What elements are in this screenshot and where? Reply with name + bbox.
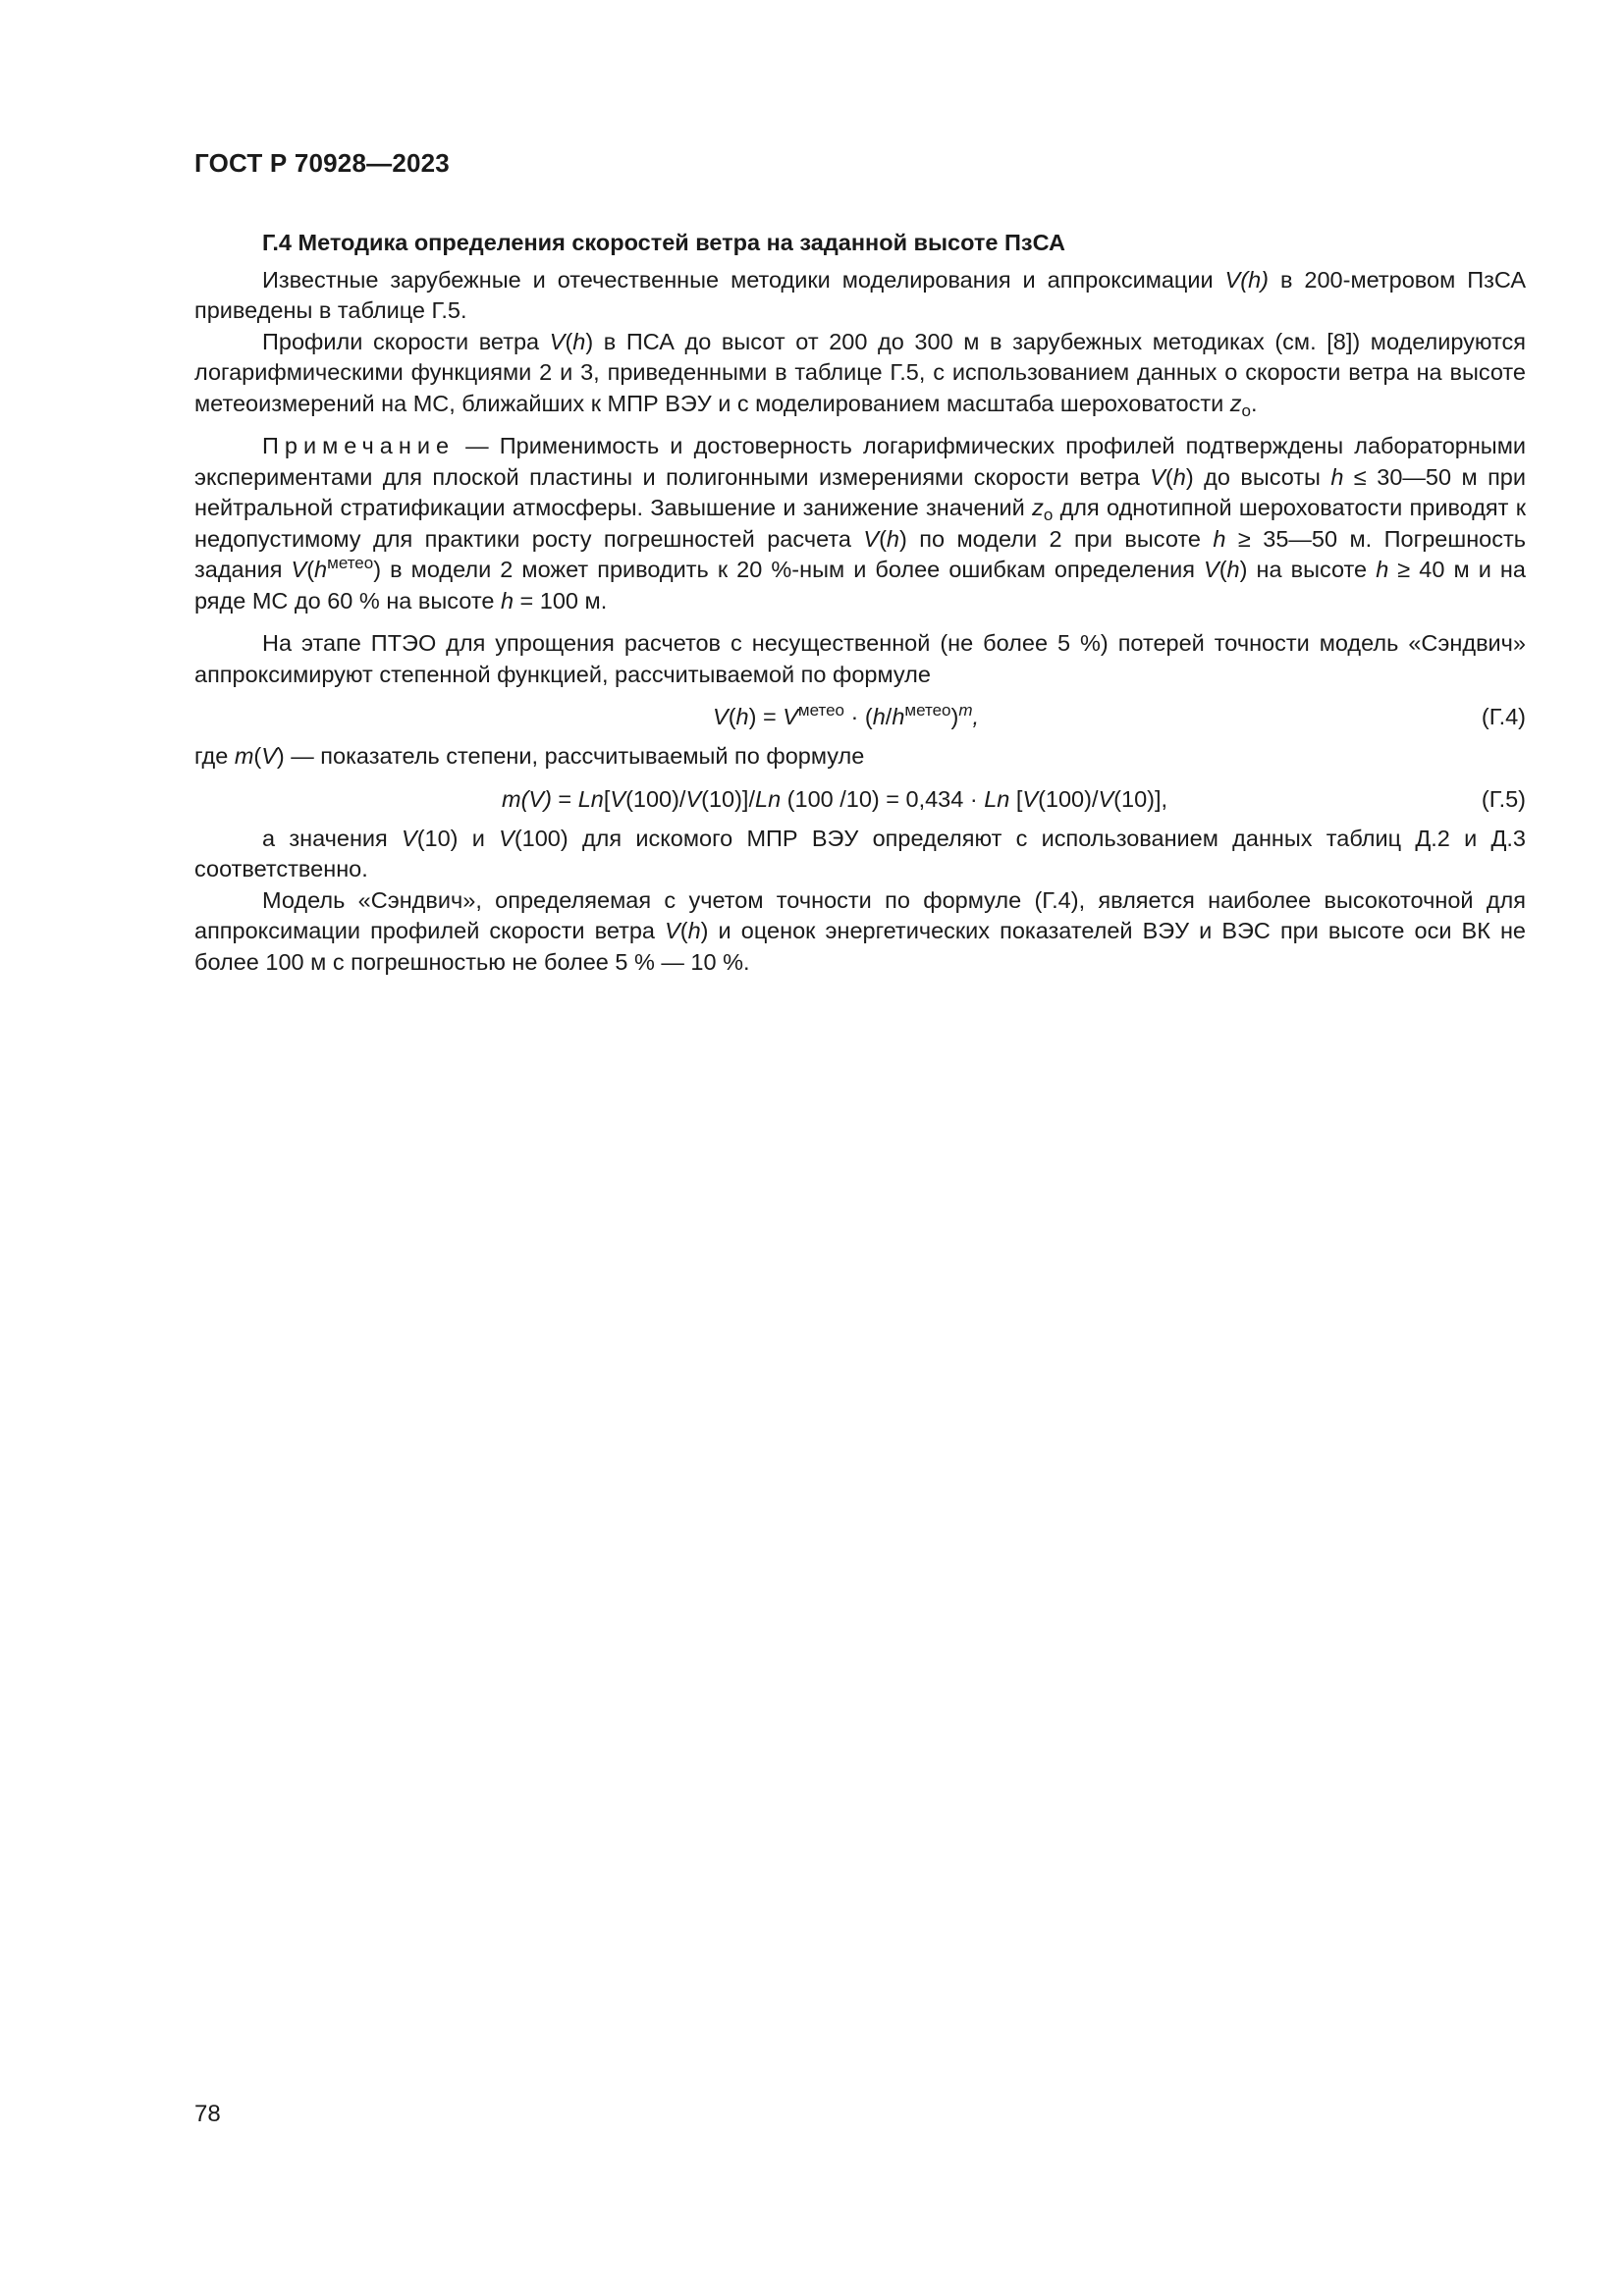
paragraph-where: [194, 741, 1526, 773]
math-var: h: [892, 704, 905, 729]
text: (: [1164, 463, 1173, 490]
text: [: [603, 785, 611, 812]
text: где: [194, 743, 235, 769]
superscript: метео: [327, 554, 374, 572]
text: ) в ПСА до высот от 200 до 300 м в зарубежных методиках (см. [8]) моделируются логарифмическими функциями 2 и 3, приведенными в таблице Г.5, с использованием данных о скорости ветра на высоте метеоизмерений на МС, ближайших к МПР ВЭУ и с моделированием масштаба шероховатости: [194, 328, 1526, 416]
math-var: h: [1376, 557, 1389, 582]
text: = 100 м.: [514, 587, 608, 614]
text: (100)/: [1038, 785, 1099, 812]
text: ) в модели 2 может приводить к 20 %-ным и более ошибкам определения: [373, 557, 1205, 582]
text: ≥ 35—50 м. Погрешность задания: [194, 525, 1526, 582]
math-var: h: [886, 525, 899, 552]
paragraph-wind-profiles: [194, 327, 1526, 420]
math-var: Ln: [984, 785, 1010, 812]
math-var: V: [863, 525, 880, 552]
math-var: V: [1022, 785, 1039, 812]
math-var: V: [1150, 463, 1165, 490]
math-var: h: [500, 587, 514, 614]
note-paragraph: [194, 431, 1526, 616]
math-var: h: [687, 918, 701, 943]
text: [: [1009, 785, 1023, 812]
math-var: V: [261, 743, 277, 769]
text: ) по модели 2 при высоте: [899, 525, 1214, 552]
math-var: h: [1213, 525, 1226, 552]
paragraph-values: [194, 824, 1526, 885]
math-var: z: [1229, 390, 1242, 416]
text: (: [679, 918, 688, 943]
text: (100 /10) = 0,434 ·: [781, 785, 985, 812]
math-var: V: [713, 704, 729, 729]
text: (10)],: [1113, 785, 1168, 812]
subscript: о: [1043, 506, 1054, 524]
text: ) и оценок энергетических показателей ВЭУ и ВЭС при высоте оси ВК не более 100 м с погрешностью не более 5 % — 10 %.: [194, 918, 1526, 975]
math-var: m: [958, 701, 973, 720]
math-var: h: [314, 557, 328, 582]
text: ≥ 40 м и на ряде МС до 60 % на высоте: [194, 557, 1526, 614]
subscript: о: [1241, 400, 1251, 420]
text: ≤ 30—50 м при нейтральной стратификации атмосферы. Завышение и занижение значений: [194, 463, 1526, 520]
superscript: [958, 701, 972, 720]
math-var: z: [1032, 495, 1044, 520]
math-var: V: [665, 918, 680, 943]
math-var: V: [610, 785, 626, 812]
text: На этапе ПТЭО для упрощения расчетов с несущественной (не более 5 %) потерей точности модель «Сэндвич» аппроксимируют степенной функцией, рассчитываемой по формуле: [194, 630, 1526, 687]
text: ) =: [748, 704, 784, 729]
text: (: [879, 525, 887, 552]
text: (100) для искомого МПР ВЭУ определяют с использованием данных таблиц Д.2 и Д.3 соответственно.: [194, 825, 1526, 881]
math-var: h: [872, 704, 886, 729]
document-header: ГОСТ Р 70928—2023: [194, 148, 450, 178]
formula-expression: [713, 700, 979, 733]
formula-g4: [194, 700, 1526, 733]
math-var: Ln: [577, 785, 604, 812]
math-var: V: [291, 557, 307, 582]
formula-number: (Г.5): [1481, 785, 1526, 812]
formula-expression: [502, 782, 1167, 816]
math-var: V: [499, 825, 514, 851]
math-var: V: [685, 785, 702, 812]
text: Профили скорости ветра: [262, 328, 550, 354]
math-var: m: [234, 743, 254, 769]
document-body: [194, 228, 1526, 978]
math-var: V: [1204, 557, 1219, 582]
text: ) на высоте: [1239, 557, 1377, 582]
text: (100)/: [625, 785, 686, 812]
text: ): [950, 704, 959, 729]
text: (: [253, 743, 262, 769]
page-number: 78: [194, 2101, 221, 2127]
math-var: h: [1172, 463, 1186, 490]
paragraph-sandwich-model: [194, 885, 1526, 979]
text: .: [1251, 390, 1258, 416]
text: (: [565, 328, 573, 354]
math-var: V: [783, 704, 798, 729]
text: ,: [972, 704, 980, 729]
math-var: V: [402, 825, 417, 851]
section-title: Г.4 Методика определения скоростей ветра на заданной высоте ПзСА: [262, 230, 1065, 255]
math-var: Ln: [755, 785, 782, 812]
text: (: [728, 704, 736, 729]
text: /: [885, 704, 893, 729]
text: (10) и: [416, 825, 500, 851]
note-label: Примечание: [262, 433, 456, 458]
paragraph-methods-overview: [194, 265, 1526, 327]
text: Модель «Сэндвич», определяемая с учетом точности по формуле (Г.4), является наиболее высокоточной для аппроксимации профилей скорости ветра: [194, 886, 1526, 943]
text: (: [306, 557, 315, 582]
formula-number: (Г.4): [1481, 704, 1526, 729]
text: =: [551, 785, 578, 812]
paragraph-power-approximation: [194, 628, 1526, 690]
superscript: метео: [904, 701, 951, 720]
math-var: V: [549, 328, 566, 354]
text: (: [1218, 557, 1227, 582]
text: ) до высоты: [1185, 463, 1331, 490]
text: Известные зарубежные и отечественные методики моделирования и аппроксимации: [262, 266, 1225, 293]
superscript: метео: [797, 701, 844, 720]
text: (10)]/: [701, 785, 755, 812]
text: · (: [843, 704, 873, 729]
math-var: h: [1226, 557, 1240, 582]
math-var: V(h): [1224, 266, 1270, 293]
text: в 200-метровом ПзСА приведены в таблице Г.5.: [194, 266, 1526, 323]
math-var: h: [735, 704, 749, 729]
math-var: h: [1330, 463, 1344, 490]
text: для однотипной шероховатости приводят к недопустимому для практики росту погрешностей расчета: [194, 495, 1526, 552]
text: — Применимость и достоверность логарифмических профилей подтверждены лабораторными экспериментами для плоской пластины и полигонными измерениями скорости ветра: [194, 433, 1526, 490]
text: а значения: [262, 825, 403, 851]
math-var: m(V): [502, 785, 552, 812]
formula-g5: [194, 782, 1526, 816]
math-var: h: [572, 328, 586, 354]
text: ) — показатель степени, рассчитываемый по формуле: [276, 743, 865, 769]
math-var: V: [1098, 785, 1114, 812]
